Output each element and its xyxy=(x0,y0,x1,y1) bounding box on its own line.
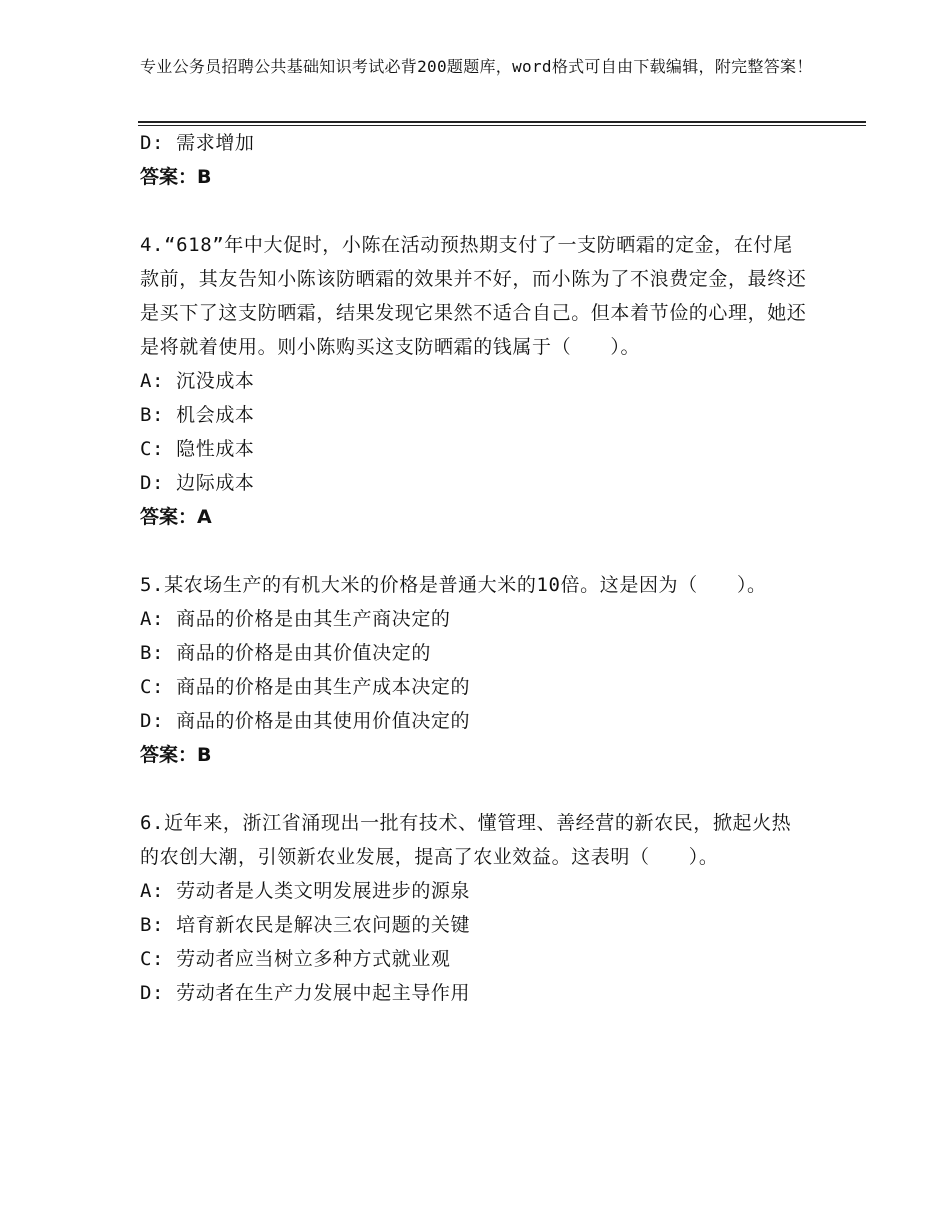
option-c: C: 商品的价格是由其生产成本决定的 xyxy=(140,676,471,698)
question-stem: 5.某农场生产的有机大米的价格是普通大米的10倍。这是因为（ ）。 xyxy=(140,574,767,596)
question-5 xyxy=(140,568,810,772)
header-rule-thick xyxy=(138,121,866,123)
spacer xyxy=(140,194,810,228)
question-4 xyxy=(140,228,810,534)
option-b: B: 机会成本 xyxy=(140,404,255,426)
answer: 答案：A xyxy=(140,506,212,528)
document-body xyxy=(140,126,810,1010)
prev-answer: 答案：B xyxy=(140,166,212,188)
question-6 xyxy=(140,806,810,1010)
option-a: A: 劳动者是人类文明发展进步的源泉 xyxy=(140,880,471,902)
option-a: A: 商品的价格是由其生产商决定的 xyxy=(140,608,451,630)
option-b: B: 培育新农民是解决三农问题的关键 xyxy=(140,914,471,936)
option-c: C: 劳动者应当树立多种方式就业观 xyxy=(140,948,451,970)
option-c: C: 隐性成本 xyxy=(140,438,255,460)
option-d: D: 劳动者在生产力发展中起主导作用 xyxy=(140,982,471,1004)
option-d: D: 商品的价格是由其使用价值决定的 xyxy=(140,710,471,732)
prev-option-d: D: 需求增加 xyxy=(140,132,255,154)
answer: 答案：B xyxy=(140,744,212,766)
option-d: D: 边际成本 xyxy=(140,472,255,494)
option-b: B: 商品的价格是由其价值决定的 xyxy=(140,642,431,664)
spacer xyxy=(140,772,810,806)
question-stem: 4.“618”年中大促时，小陈在活动预热期支付了一支防晒霜的定金，在付尾款前，其友告知小陈该防晒霜的效果并不好，而小陈为了不浪费定金，最终还是买下了这支防晒霜，结果发现它果然不适合自己。但本着节俭的心理，她还是将就着使用。则小陈购买这支防晒霜的钱属于（ ）。 xyxy=(140,234,807,358)
spacer xyxy=(140,534,810,568)
option-a: A: 沉没成本 xyxy=(140,370,255,392)
question-stem: 6.近年来，浙江省涌现出一批有技术、懂管理、善经营的新农民，掀起火热的农创大潮，引领新农业发展，提高了农业效益。这表明（ ）。 xyxy=(140,812,792,868)
document-header: 专业公务员招聘公共基础知识考试必背200题题库，word格式可自由下载编辑，附完整答案！ xyxy=(140,57,813,76)
